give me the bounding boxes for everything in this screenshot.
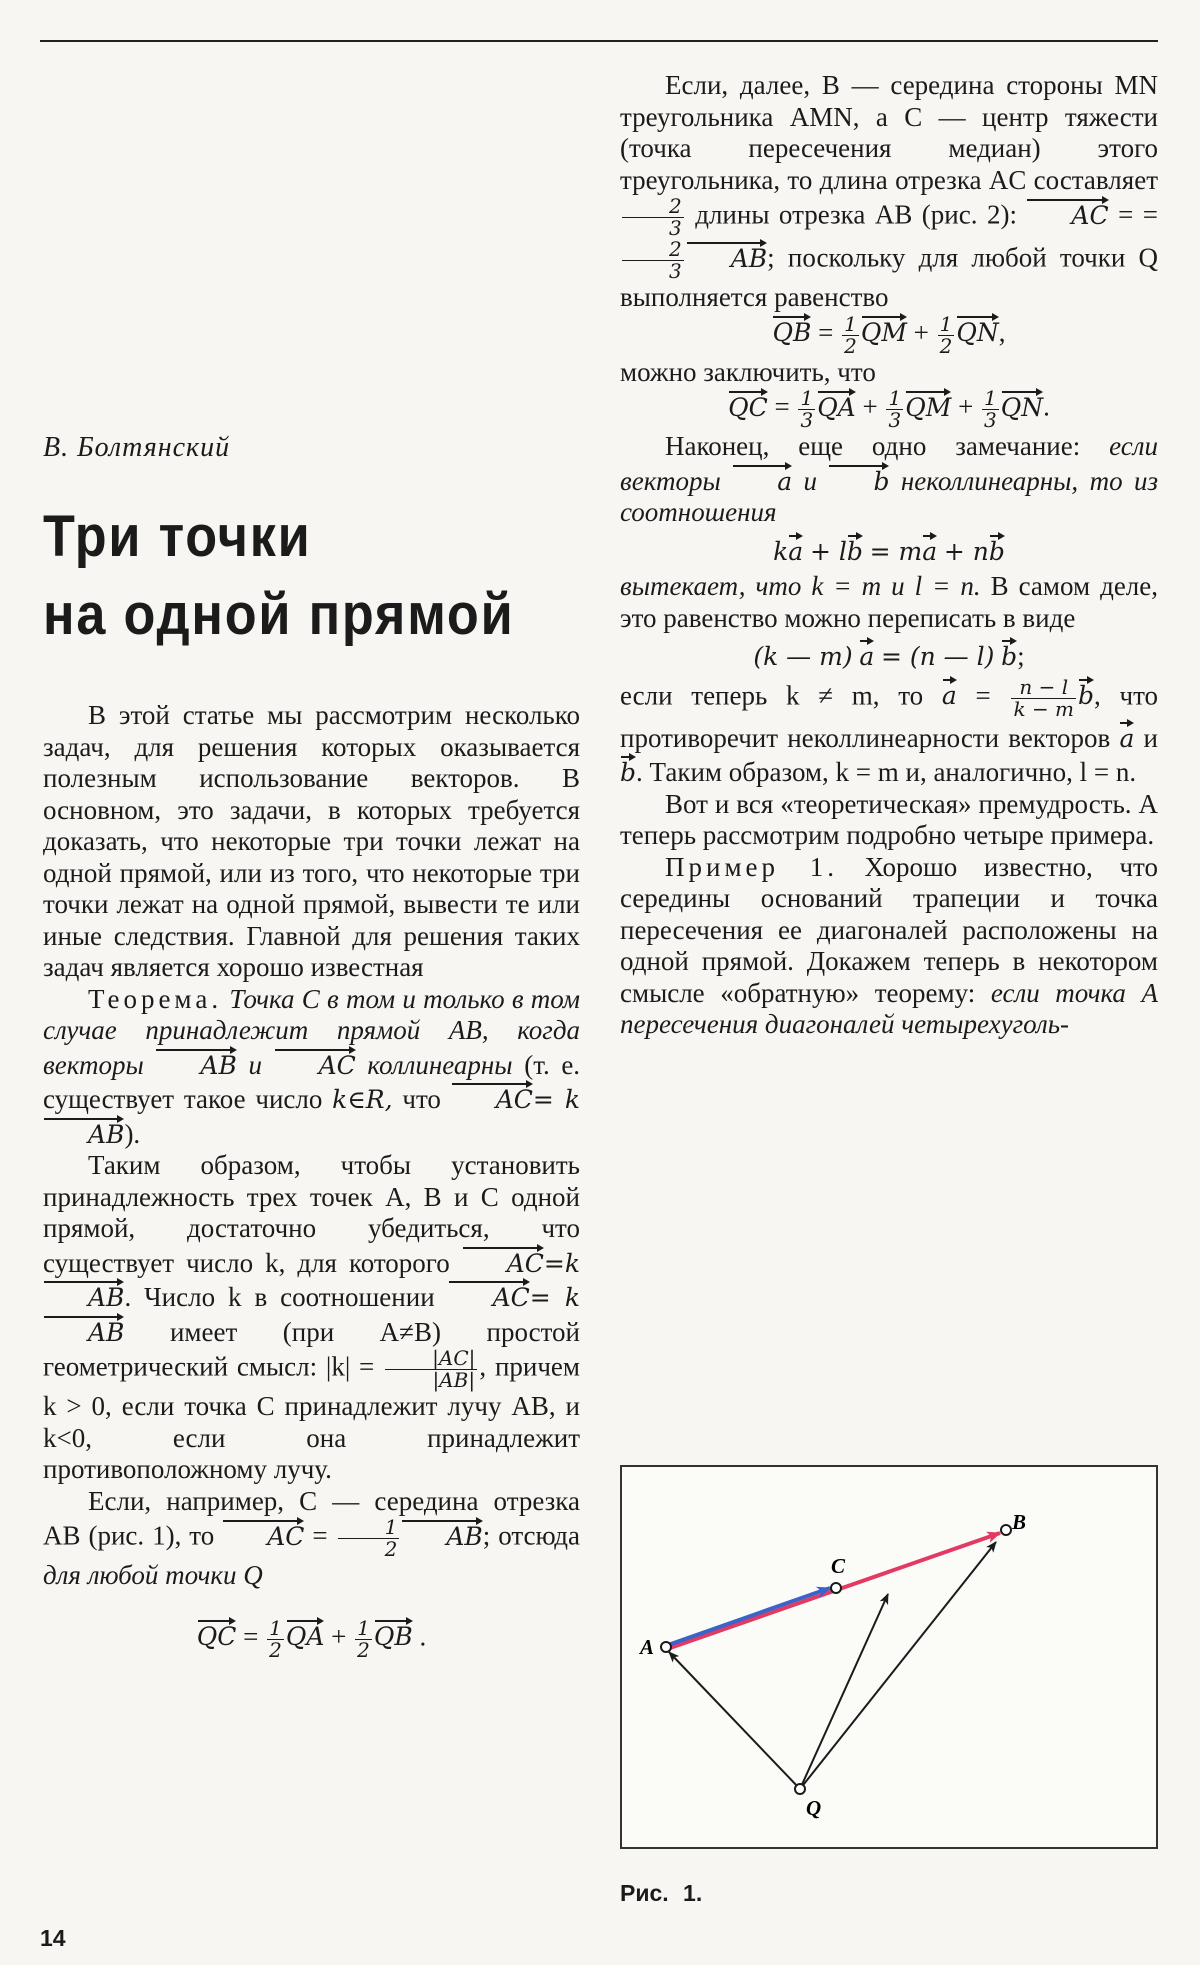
half-fraction	[355, 1615, 372, 1662]
equals-sign: =	[1142, 199, 1159, 230]
fraction-denominator: 2	[844, 333, 857, 358]
vector-qc-arrow	[800, 1594, 888, 1789]
author: В. Болтянский	[43, 432, 231, 463]
third-fraction	[886, 388, 903, 431]
vector-a: a	[942, 677, 957, 708]
coef-k: k	[773, 536, 789, 566]
semicolon: ;	[482, 1520, 491, 1551]
point-c	[831, 1583, 841, 1593]
vector-a: a	[788, 533, 803, 564]
contradiction-text-c: . Таким образом, k = m и, аналогично, l = n.	[636, 757, 1137, 787]
two-thirds-fraction	[622, 239, 684, 282]
example-1-paragraph	[620, 852, 1158, 1041]
meaning-text-b: . Число k в соотношении	[124, 1282, 435, 1312]
fraction-denominator: 3	[888, 408, 902, 432]
equals-sign: =	[1118, 199, 1134, 230]
vector-ac: AC	[274, 1047, 356, 1078]
vector-qa-arrow	[669, 1652, 800, 1789]
equals-sign: =	[312, 1520, 328, 1551]
period: .	[419, 1621, 427, 1652]
right-column	[620, 70, 1158, 1041]
formula-rewrite	[620, 638, 1158, 673]
article-title	[43, 498, 547, 654]
point-b	[1001, 1525, 1011, 1535]
example-label: Пример 1.	[665, 851, 838, 882]
midpoint-text-a: Если, например, C — середина отрезка AB (рис. 1), то	[43, 1485, 580, 1551]
third-fraction	[982, 388, 999, 431]
figure-1	[620, 1465, 1158, 1849]
example-italic: если точка A пересечения диагоналей четырехуголь-	[620, 977, 1158, 1039]
equals-k: =k	[543, 1248, 580, 1278]
remark-italic-a: если векторы	[620, 431, 1159, 496]
midpoint-paragraph	[43, 1486, 580, 1592]
vector-qn: QN	[1001, 389, 1043, 420]
vector-a: a	[859, 638, 874, 669]
vector-ab: AB	[43, 1279, 124, 1310]
comma: ,	[1094, 680, 1101, 711]
left-column	[43, 700, 580, 1661]
theorem-tail: (т. е. существует такое число	[43, 1049, 581, 1114]
fraction-denominator: 3	[669, 259, 682, 283]
fraction-numerator: 1	[844, 311, 857, 336]
equals-k: = k	[532, 1085, 580, 1114]
fraction-numerator: |AC|	[385, 1348, 477, 1370]
vector-qb-arrow	[800, 1542, 996, 1789]
vector-b: b	[1078, 677, 1094, 708]
semicolon: ;	[1017, 641, 1025, 671]
vector-b: b	[1001, 638, 1017, 669]
fraction-numerator: 1	[269, 1615, 282, 1640]
fraction-numerator: n − l	[1011, 677, 1076, 699]
vector-ac: AC	[1026, 197, 1108, 228]
vector-qn: QN	[956, 314, 998, 345]
fraction-numerator: 2	[622, 239, 684, 261]
equals-sign: =	[243, 1621, 259, 1652]
vector-ab: AB	[43, 1314, 124, 1345]
fraction-denominator: |AB|	[432, 1368, 476, 1392]
label-a: A	[640, 1635, 655, 1659]
fraction-denominator: 2	[384, 1537, 398, 1561]
plus-sign: +	[862, 391, 878, 422]
centroid-text-b: длины отрезка AB (рис. 2):	[695, 199, 1017, 230]
remark-italic-b: неколлинеарны, то из соотношения	[620, 465, 1159, 527]
fraction-denominator: 3	[669, 216, 682, 240]
contradiction-text-b: что противоречит неколлинеарности векторов	[620, 680, 1159, 753]
vector-ab: AB	[155, 1047, 236, 1078]
top-rule	[40, 40, 1158, 42]
vector-b: b	[847, 533, 863, 564]
theorem-statement: Точка C в том и только в том случае принадлежит прямой AB, когда векторы	[43, 983, 581, 1080]
vector-b: b	[989, 533, 1005, 564]
title-line-1: Три точки	[43, 504, 312, 569]
fraction-numerator: 1	[800, 386, 814, 410]
and-word: и	[1143, 722, 1158, 753]
fraction-denominator: 2	[939, 333, 953, 358]
coef-k-minus-m: (k — m)	[753, 642, 853, 671]
figure-1-drawing	[622, 1467, 1160, 1851]
label-b: B	[1012, 1510, 1027, 1534]
vector-ac: AC	[451, 1081, 533, 1112]
vector-qb: QB	[772, 314, 811, 345]
follows-paragraph	[620, 571, 1158, 634]
half-fraction	[267, 1615, 284, 1662]
contradiction-paragraph	[620, 674, 1159, 789]
vector-qc: QC	[728, 389, 768, 420]
fraction-numerator: 1	[984, 386, 997, 410]
theorem-k-in-r: k∈R,	[332, 1085, 393, 1114]
theorem-label: Теорема.	[88, 983, 223, 1014]
point-a	[661, 1642, 671, 1652]
theorem-paragraph	[43, 984, 580, 1151]
follows-italic: вытекает, что k = m и l = n.	[620, 571, 981, 601]
fraction-denominator: 3	[984, 408, 997, 432]
half-fraction	[938, 311, 955, 358]
period: .	[1043, 391, 1050, 422]
meaning-text-c: имеет (при A≠B) простой геометрический смысл: |k| =	[43, 1316, 580, 1382]
centroid-text-c: ; поскольку для любой точки Q выполняется равенство	[620, 242, 1158, 312]
conclude-paragraph: можно заключить, что	[620, 356, 876, 387]
coef-n-minus-l: = (n — l)	[880, 642, 995, 671]
vector-qa: QA	[817, 389, 856, 420]
fraction-denominator: 3	[800, 408, 814, 432]
midpoint-text-b: отсюда	[498, 1520, 581, 1551]
figure-caption: Рис. 1.	[620, 1880, 703, 1906]
plus-l: + l	[809, 536, 847, 566]
theorem-and: и	[248, 1049, 262, 1080]
vector-qb: QB	[374, 1618, 413, 1649]
fraction-denominator: 2	[269, 1637, 282, 1662]
vector-ac-arrow	[668, 1588, 830, 1645]
meaning-paragraph	[43, 1150, 580, 1486]
equals-m: = m	[869, 536, 923, 566]
vector-ab: AB	[401, 1518, 482, 1549]
wisdom-paragraph: Вот и вся «теоретическая» премудрость. А теперь рассмотрим подробно четыре примера.	[620, 788, 1158, 850]
vector-b: b	[828, 463, 889, 494]
point-q	[795, 1784, 805, 1794]
centroid-paragraph	[620, 70, 1158, 314]
remark-text-a: Наконец, еще одно замечание:	[665, 431, 1081, 461]
vector-qm: QM	[905, 389, 951, 420]
plus-sign: +	[958, 391, 974, 422]
plus-sign: +	[913, 317, 929, 348]
formula-qc-third	[620, 388, 1158, 431]
centroid-text-a: Если, далее, B — середина стороны MN треугольника AMN, а C — центр тяжести (точка пересечения медиан) этого треугольника, то длина отрезка AC составляет	[620, 70, 1158, 195]
fraction-numerator: 1	[357, 1615, 370, 1640]
equals-sign: =	[975, 680, 991, 711]
two-thirds-fraction	[622, 196, 684, 239]
vector-a: a	[922, 533, 937, 564]
vector-b: b	[620, 754, 636, 785]
plus-sign: +	[331, 1621, 347, 1652]
equals-k: = k	[529, 1283, 580, 1312]
vector-qa: QA	[286, 1618, 325, 1649]
midpoint-any-point: для любой точки Q	[43, 1560, 263, 1590]
fraction-numerator: 1	[939, 311, 953, 336]
vector-ab: AB	[43, 1116, 124, 1147]
fraction-denominator: 2	[357, 1637, 370, 1662]
plus-n: + n	[943, 536, 989, 566]
vector-ac: AC	[448, 1279, 530, 1310]
comma: ,	[998, 317, 1006, 348]
fraction-denominator: k − m	[1013, 696, 1075, 721]
ratio-fraction	[385, 1348, 477, 1391]
formula-linear-combination	[620, 533, 1158, 568]
fraction-numerator: 1	[338, 1517, 400, 1539]
vector-ac: AC	[462, 1245, 544, 1276]
theorem-that: что	[402, 1084, 441, 1114]
follows-text: В самом деле, это равенство можно переписать в виде	[620, 571, 1159, 633]
label-q: Q	[806, 1796, 822, 1820]
fraction-numerator: 1	[888, 386, 902, 410]
meaning-text-d: , причем k > 0, если точка C принадлежит лучу AB, и k<0, если она принадлежит противоположному лучу.	[43, 1351, 581, 1484]
third-fraction	[798, 388, 815, 431]
formula-qc-half	[43, 1615, 580, 1662]
example-text: Хорошо известно, что середины оснований трапеции и точка пересечения ее диагоналей расположены на одной прямой. Докажем теперь в некотором смысле «обратную» теорему:	[620, 851, 1158, 1008]
intro-paragraph: В этой статье мы рассмотрим несколько задач, для решения которых оказывается полезным использование векторов. В основном, это задачи, в которых требуется доказать, что некоторые три точки лежат на одной прямой, или из того, что некоторые три точки лежат на одной прямой, вывести те или иные следствия. Главной для решения таких задач является хорошо известная	[43, 700, 580, 982]
remark-and: и	[803, 465, 818, 496]
page-number: 14	[40, 1925, 66, 1951]
vector-a: a	[1119, 720, 1134, 751]
ratio-fraction	[1011, 674, 1076, 721]
vector-ac: AC	[222, 1518, 304, 1549]
formula-qb	[620, 311, 1158, 358]
equals-sign: =	[818, 317, 834, 348]
fraction-numerator: 2	[622, 196, 684, 218]
equals-sign: =	[774, 391, 790, 422]
vector-qm: QM	[861, 314, 907, 345]
vector-qc: QC	[197, 1618, 237, 1649]
contradiction-text-a: если теперь k ≠ m, то	[620, 680, 924, 711]
half-fraction	[338, 1517, 400, 1560]
vector-a: a	[732, 463, 792, 494]
vector-ab: AB	[686, 240, 767, 271]
title-line-2: на одной прямой	[43, 582, 515, 647]
meaning-text-a: Таким образом, чтобы установить принадлежность трех точек A, B и C одной прямой, достаточно убедиться, что существует число k, для которого	[43, 1150, 580, 1278]
theorem-collinear: коллинеарны	[367, 1049, 513, 1080]
remark-paragraph	[620, 431, 1158, 529]
close-paren: ).	[124, 1118, 141, 1149]
label-c: C	[831, 1554, 846, 1578]
half-fraction	[842, 311, 859, 358]
